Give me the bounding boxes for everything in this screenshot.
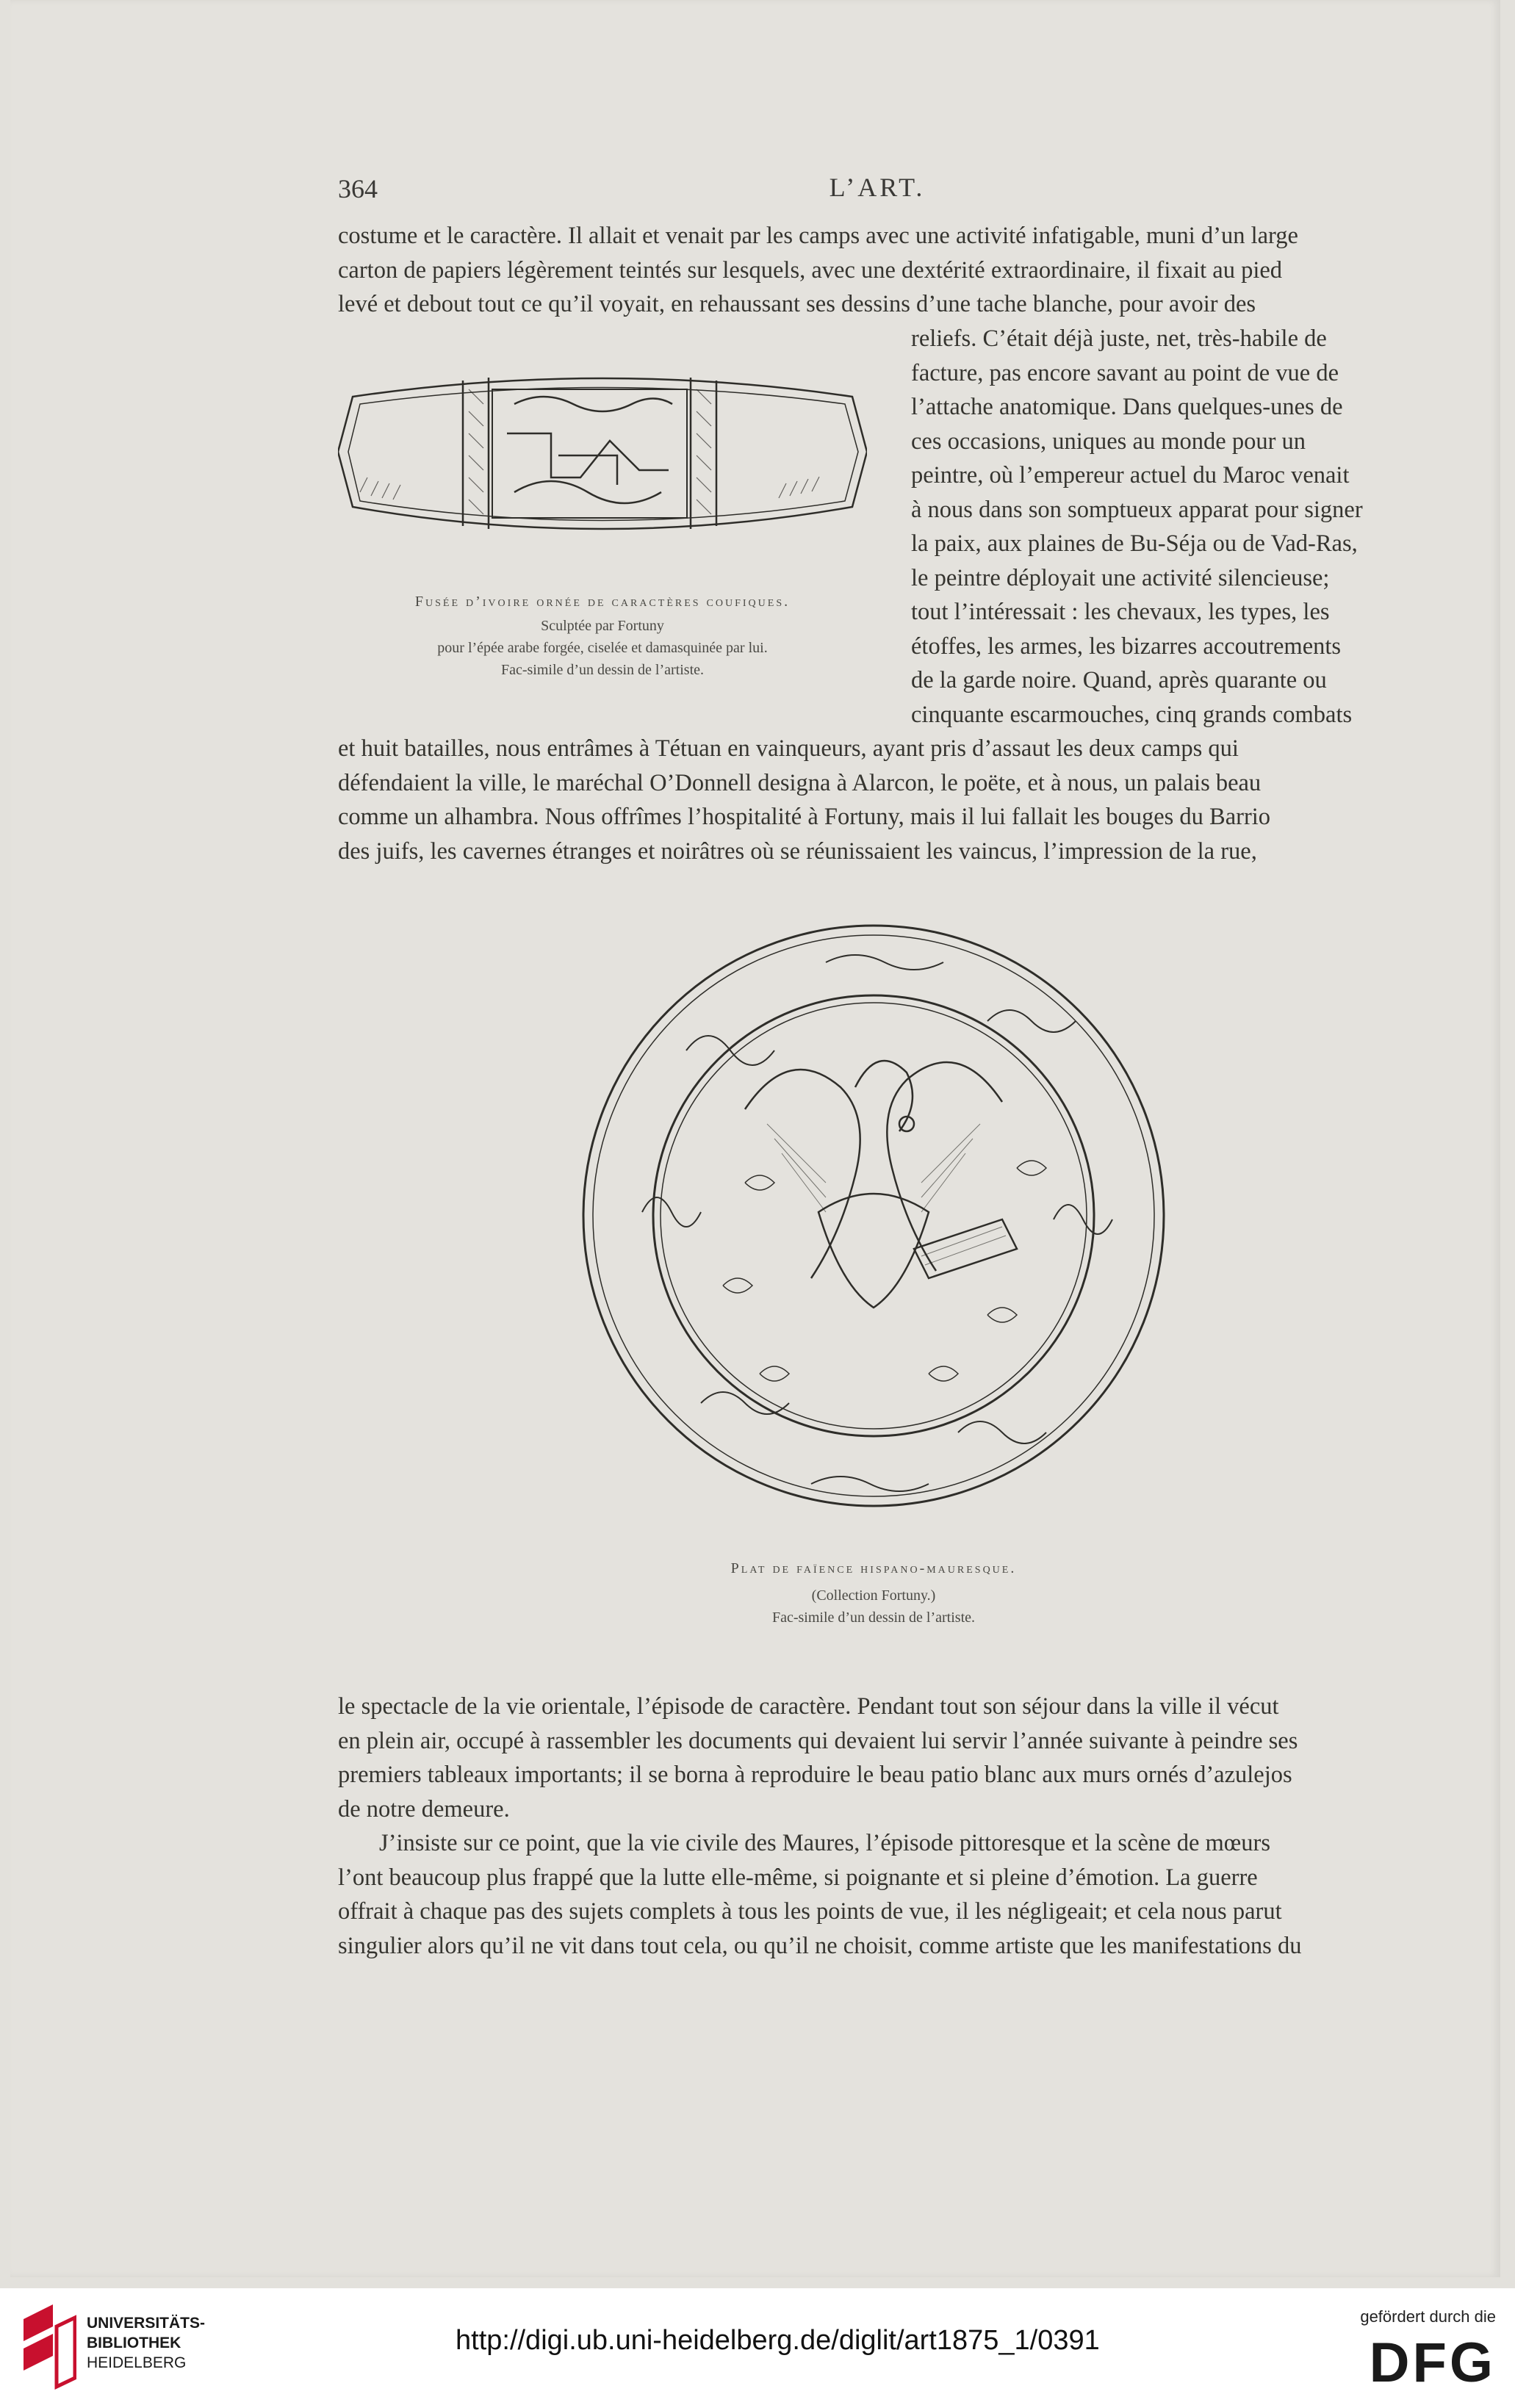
footer-bar (0, 2288, 1515, 2408)
text-line: reliefs. C’était déjà juste, net, très-habile de (911, 325, 1327, 352)
text-block-bottom-1 (338, 1690, 1400, 1826)
university-library-logo-icon (16, 2304, 76, 2393)
figure1-description: pour l’épée arabe forgée, ciselée et damasquinée par lui. (437, 640, 768, 656)
text-line: l’ont beaucoup plus frappé que la lutte elle-même, si poignante et si pleine d’émotion. La guerre (338, 1864, 1258, 1891)
page-number: 364 (338, 174, 378, 203)
faience-plate-illustration (576, 904, 1171, 1528)
text-line: facture, pas encore savant au point de vue de (911, 359, 1339, 386)
text-block-middle (338, 732, 1400, 868)
text-block-bottom-2 (338, 1826, 1400, 1963)
text-line: carton de papiers légèrement teintés sur lesquels, avec une dextérité extraordinaire, il fixait au pied (338, 256, 1283, 284)
text-line: des juifs, les cavernes étranges et noirâtres où se réunissaient les vaincus, l’impression de la rue, (338, 837, 1257, 865)
text-line: peintre, où l’empereur actuel du Maroc venait (911, 462, 1350, 489)
text-line: de notre demeure. (338, 1795, 510, 1823)
figure1-caption (338, 594, 867, 681)
text-line: J’insiste sur ce point, que la vie civile des Maures, l’épisode pittoresque et la scène de mœurs (379, 1830, 1270, 1856)
text-line: étoffes, les armes, les bizarres accoutrements (911, 632, 1342, 660)
text-line: singulier alors qu’il ne vit dans tout cela, ou qu’il ne choisit, comme artiste que les manifestations du (338, 1932, 1302, 1959)
text-block-right-column (911, 322, 1400, 732)
figure1-source: Fac-simile d’un dessin de l’artiste. (500, 662, 705, 678)
figure2-collection: (Collection Fortuny.) (811, 1587, 936, 1604)
text-line: à nous dans son somptueux apparat pour signer (911, 496, 1363, 523)
library-name: UNIVERSITÄTS- BIBLIOTHEK HEIDELBERG (87, 2315, 206, 2371)
figure2-source: Fac-simile d’un dessin de l’artiste. (771, 1609, 976, 1626)
figure1-credit: Sculptée par Fortuny (541, 618, 664, 634)
text-line: le spectacle de la vie orientale, l’épisode de caractère. Pendant tout son séjour dans la ville il vécut (338, 1693, 1279, 1720)
figure2-caption (576, 1560, 1171, 1629)
funding-note: gefördert durch die (1360, 2307, 1496, 2326)
journal-title: L’ART. (829, 173, 926, 202)
figure1-title: Fusée d’ivoire ornée de caractères coufiques. (414, 594, 791, 610)
text-line: tout l’intéressait : les chevaux, les types, les (911, 599, 1330, 625)
text-line: premiers tableaux importants; il se borna à reproduire le beau patio blanc aux murs ornés d’azulejos (338, 1762, 1292, 1788)
text-line: cinquante escarmouches, cinq grands combats (911, 701, 1353, 728)
text-line: l’attache anatomique. Dans quelques-unes de (911, 394, 1343, 420)
text-line: de la garde noire. Quand, après quarante ou (911, 667, 1327, 693)
text-line: comme un alhambra. Nous offrîmes l’hospitalité à Fortuny, mais il lui fallait les bouges du Barrio (338, 804, 1271, 830)
source-url-link[interactable]: http://digi.ub.uni-heidelberg.de/diglit/art1875_1/0391 (456, 2325, 1100, 2356)
text-line: la paix, aux plaines de Bu-Séja ou de Vad-Ras, (911, 530, 1358, 557)
text-line: et huit batailles, nous entrâmes à Tétuan en vainqueurs, ayant pris d’assaut les deux camps qui (338, 735, 1239, 762)
ivory-sword-grip-illustration (338, 345, 867, 558)
figure2-title: Plat de faïence hispano-mauresque. (730, 1560, 1017, 1576)
text-line: le peintre déployait une activité silencieuse; (911, 564, 1330, 591)
text-line: costume et le caractère. Il allait et venait par les camps avec une activité infatigable, muni d’un large (338, 223, 1298, 249)
dfg-logo: DFG (1369, 2332, 1496, 2394)
text-line: levé et debout tout ce qu’il voyait, en rehaussant ses dessins d’une tache blanche, pour avoir des (338, 291, 1256, 317)
text-line: en plein air, occupé à rassembler les documents qui devaient lui servir l’année suivante à peindre ses (338, 1727, 1298, 1754)
text-line: offrait à chaque pas des sujets complets à tous les points de vue, il les négligeait; et cela nous parut (338, 1898, 1282, 1925)
page-sheet (10, 0, 1500, 2277)
text-line: ces occasions, uniques au monde pour un (911, 428, 1306, 455)
text-block-top (338, 219, 1400, 322)
text-line: défendaient la ville, le maréchal O’Donnell designa à Alarcon, le poëte, et à nous, un palais beau (338, 769, 1262, 796)
